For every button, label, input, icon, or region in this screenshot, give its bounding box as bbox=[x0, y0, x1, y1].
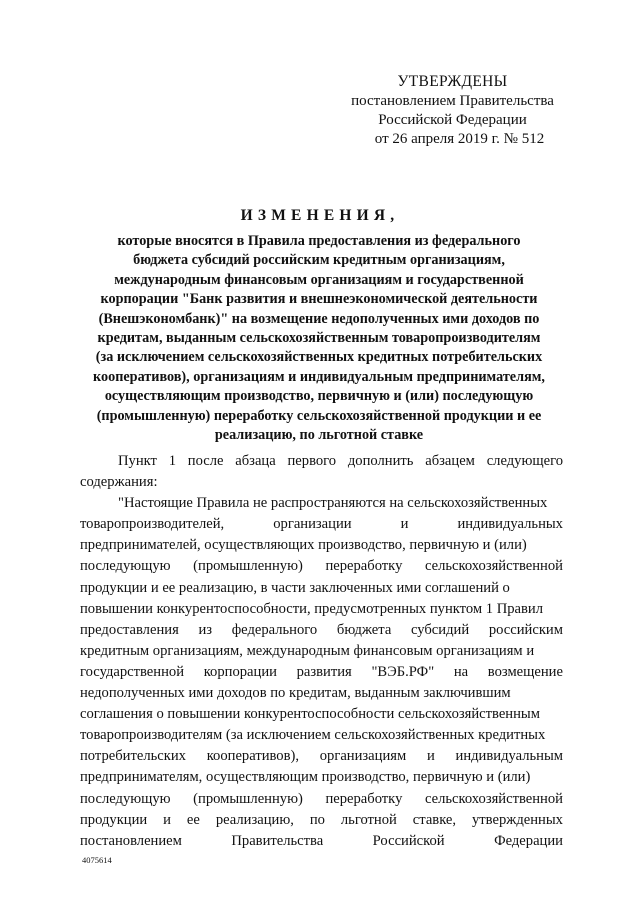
body-line bbox=[80, 704, 563, 725]
body-line bbox=[80, 789, 563, 810]
body-line bbox=[80, 472, 563, 493]
body-word: Федерации bbox=[494, 832, 563, 849]
body-word: дополнить bbox=[347, 453, 414, 469]
subtitle-line: (Внешэкономбанк)" на возмещение недополученных ими доходов по bbox=[98, 310, 540, 327]
body-line bbox=[80, 831, 563, 852]
body-word: товаропроизводителям (за исключением сельскохозяйственных кредитных bbox=[80, 727, 546, 744]
body-word: корпорации bbox=[203, 663, 277, 680]
body-word: из bbox=[198, 621, 213, 638]
body-word: индивидуальных bbox=[457, 516, 563, 533]
body-word: переработку bbox=[325, 790, 403, 807]
body-word: и bbox=[426, 748, 435, 765]
body-word: последующую bbox=[80, 790, 171, 807]
body-word: сельскохозяйственной bbox=[424, 558, 563, 575]
footer-document-code: 4075614 bbox=[82, 855, 112, 865]
body-word: развития bbox=[296, 663, 352, 680]
subtitle-line: кредитам, выданным сельскохозяйственным товаропроизводителям bbox=[97, 330, 541, 347]
body-word: кредитным организациям, международным финансовым организациям и bbox=[80, 642, 535, 659]
body-word: по bbox=[309, 811, 325, 828]
body-word: следующего bbox=[486, 453, 563, 469]
body-word: Российской bbox=[372, 832, 445, 849]
body-word: субсидий bbox=[410, 621, 470, 638]
body-word: первого bbox=[287, 453, 337, 469]
body-word: возмещение bbox=[487, 663, 563, 680]
body-word: повышении конкурентоспособности, предусмотренных пунктом 1 Правил bbox=[80, 600, 544, 617]
body-word: утвержденных bbox=[472, 811, 563, 828]
body-word: недополученных ими доходов по кредитам, выданным заключившим bbox=[80, 685, 511, 702]
subtitle-line: осуществляющим производство, первичную и (или) последующую bbox=[104, 388, 534, 405]
body-word: "ВЭБ.РФ" bbox=[371, 663, 435, 680]
body-word: на bbox=[453, 663, 469, 680]
subtitle-line: реализацию, по льготной ставке bbox=[214, 427, 424, 444]
document-body bbox=[80, 451, 563, 852]
body-word: (промышленную) bbox=[193, 790, 303, 807]
subtitle-line: кооперативов), организациям и индивидуальным предпринимателям, bbox=[93, 368, 545, 385]
subtitle-line: (за исключением сельскохозяйственных кредитных потребительских bbox=[95, 349, 543, 366]
body-line bbox=[80, 725, 563, 746]
body-word: бюджета bbox=[336, 621, 392, 638]
body-line bbox=[80, 662, 563, 683]
body-line bbox=[80, 683, 563, 704]
body-word: организациям bbox=[319, 748, 407, 765]
approval-line-federation: Российской Федерации bbox=[378, 112, 527, 128]
body-word: Правительства bbox=[231, 832, 324, 849]
body-word: федерального bbox=[231, 621, 318, 638]
subtitle-line: международным финансовым организациям и государственной bbox=[114, 271, 524, 288]
body-word: российским bbox=[488, 621, 563, 638]
body-line bbox=[80, 599, 563, 620]
body-word: потребительских bbox=[80, 748, 186, 765]
body-word: реализацию, bbox=[215, 811, 294, 828]
body-line bbox=[80, 641, 563, 662]
body-word: соглашения о повышении конкурентоспособности сельскохозяйственным bbox=[80, 706, 540, 723]
body-word: постановлением bbox=[80, 832, 182, 849]
body-line bbox=[80, 578, 563, 599]
approval-block bbox=[330, 72, 575, 149]
body-line bbox=[80, 767, 563, 788]
body-word: ставке, bbox=[412, 811, 457, 828]
body-word: 1 bbox=[168, 453, 176, 469]
body-line bbox=[80, 746, 563, 767]
body-word: ее bbox=[186, 811, 200, 828]
body-word: Пункт bbox=[118, 453, 157, 469]
body-word: товаропроизводителей, bbox=[80, 516, 225, 533]
document-title: ИЗМЕНЕНИЯ, bbox=[240, 207, 400, 224]
body-line bbox=[80, 810, 563, 831]
body-word: после bbox=[187, 453, 224, 469]
body-word: сельскохозяйственной bbox=[424, 790, 563, 807]
body-word: кооперативов), bbox=[206, 748, 299, 765]
approval-line-government: постановлением Правительства bbox=[351, 93, 554, 109]
body-word: (промышленную) bbox=[193, 558, 303, 575]
approval-line-date-number: от 26 апреля 2019 г. № 512 bbox=[374, 131, 545, 147]
body-word: предоставления bbox=[80, 621, 179, 638]
document-subtitle bbox=[68, 232, 570, 445]
body-line bbox=[80, 556, 563, 577]
body-word: и bbox=[400, 516, 409, 533]
body-word: организации bbox=[273, 516, 352, 533]
approval-heading: УТВЕРЖДЕНЫ bbox=[397, 73, 508, 90]
body-word: продукции и ее реализацию, в части заключенных ими соглашений о bbox=[80, 579, 510, 596]
body-word: льготной bbox=[340, 811, 397, 828]
body-word: абзаца bbox=[235, 453, 276, 469]
body-word: переработку bbox=[325, 558, 403, 575]
body-word: государственной bbox=[80, 663, 185, 680]
body-word: и bbox=[163, 811, 171, 828]
body-word: предпринимателям, осуществляющим производство, первичную и (или) bbox=[80, 769, 531, 786]
body-word: содержания: bbox=[80, 474, 158, 491]
body-word: индивидуальным bbox=[455, 748, 563, 765]
body-line bbox=[80, 514, 563, 535]
body-word: "Настоящие Правила не распространяются на сельскохозяйственных bbox=[118, 495, 548, 512]
body-line bbox=[80, 493, 563, 514]
subtitle-line: корпорации "Банк развития и внешнеэкономической деятельности bbox=[100, 291, 538, 308]
body-word: предпринимателей, осуществляющих производство, первичную и (или) bbox=[80, 537, 527, 554]
body-word: абзацем bbox=[425, 453, 475, 469]
body-word: последующую bbox=[80, 558, 171, 575]
body-line bbox=[80, 535, 563, 556]
subtitle-line: (промышленную) переработку сельскохозяйственной продукции и ее bbox=[96, 407, 542, 424]
body-line bbox=[80, 451, 563, 472]
body-line bbox=[80, 620, 563, 641]
subtitle-line: бюджета субсидий российским кредитным организациям, bbox=[133, 252, 505, 269]
body-word: продукции bbox=[80, 811, 148, 828]
subtitle-line: которые вносятся в Правила предоставления из федерального bbox=[117, 233, 521, 249]
